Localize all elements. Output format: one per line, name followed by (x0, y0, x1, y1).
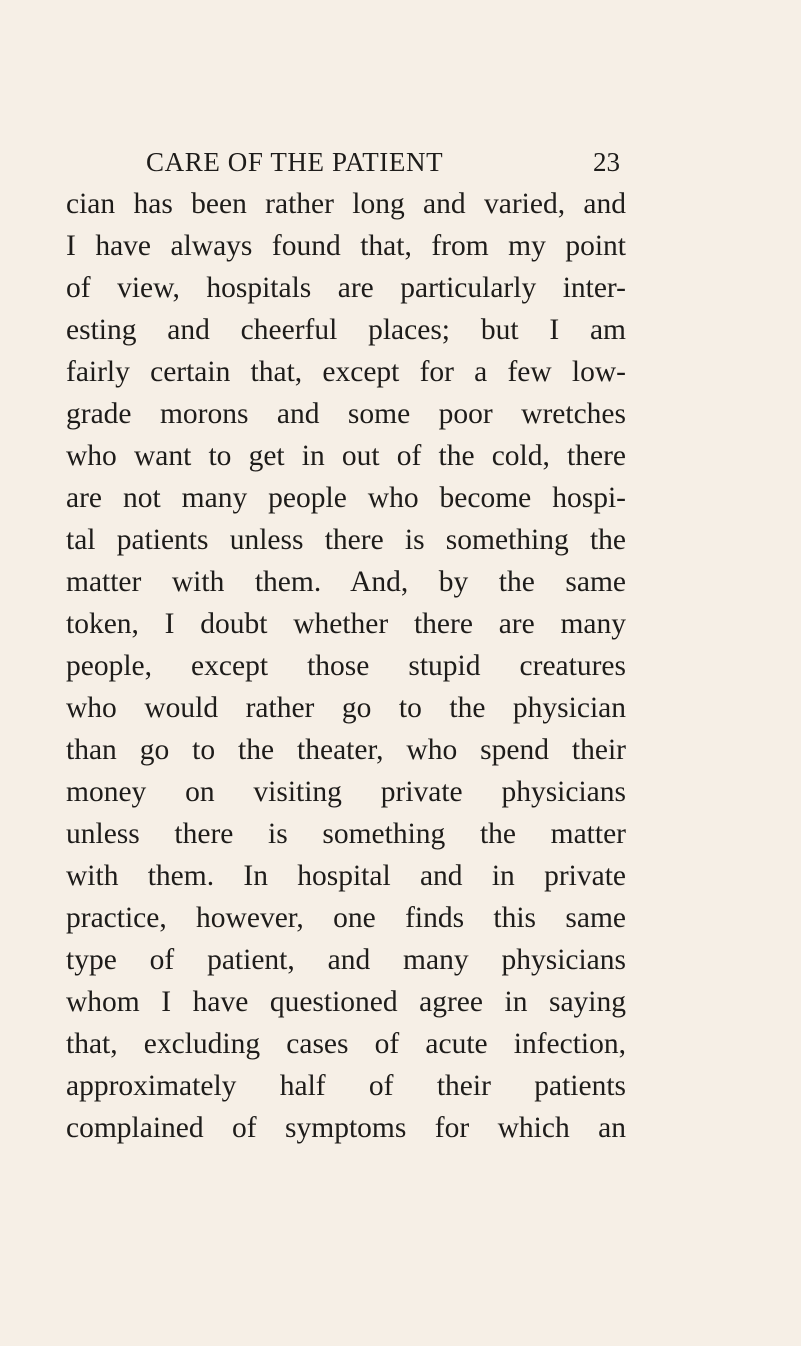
text-line: cian has been rather long and varied, and (66, 188, 626, 220)
text-line: fairly certain that, except for a few low- (66, 356, 626, 388)
text-line: people, except those stupid creatures (66, 650, 626, 682)
text-line: practice, however, one finds this same (66, 902, 626, 934)
text-line: with them. In hospital and in private (66, 860, 626, 892)
text-line: that, excluding cases of acute infection, (66, 1028, 626, 1060)
text-line: whom I have questioned agree in saying (66, 986, 626, 1018)
text-line: grade morons and some poor wretches (66, 398, 626, 430)
body-paragraph (66, 183, 626, 1149)
text-line: token, I doubt whether there are many (66, 608, 626, 640)
text-line: money on visiting private physicians (66, 776, 626, 808)
text-line: esting and cheerful places; but I am (66, 314, 626, 346)
text-line: I have always found that, from my point (66, 230, 626, 262)
page-number: 23 (593, 147, 620, 177)
text-line: who want to get in out of the cold, there (66, 440, 626, 472)
text-line: are not many people who become hospi- (66, 482, 626, 514)
text-line: who would rather go to the physician (66, 692, 626, 724)
text-line: tal patients unless there is something the (66, 524, 626, 556)
text-line: matter with them. And, by the same (66, 566, 626, 598)
text-line: type of patient, and many physicians (66, 944, 626, 976)
running-head-title: CARE OF THE PATIENT (146, 147, 444, 177)
text-line: complained of symptoms for which an (66, 1112, 626, 1144)
text-line: approximately half of their patients (66, 1070, 626, 1102)
text-line: of view, hospitals are particularly inter- (66, 272, 626, 304)
text-line: than go to the theater, who spend their (66, 734, 626, 766)
text-line: unless there is something the matter (66, 818, 626, 850)
